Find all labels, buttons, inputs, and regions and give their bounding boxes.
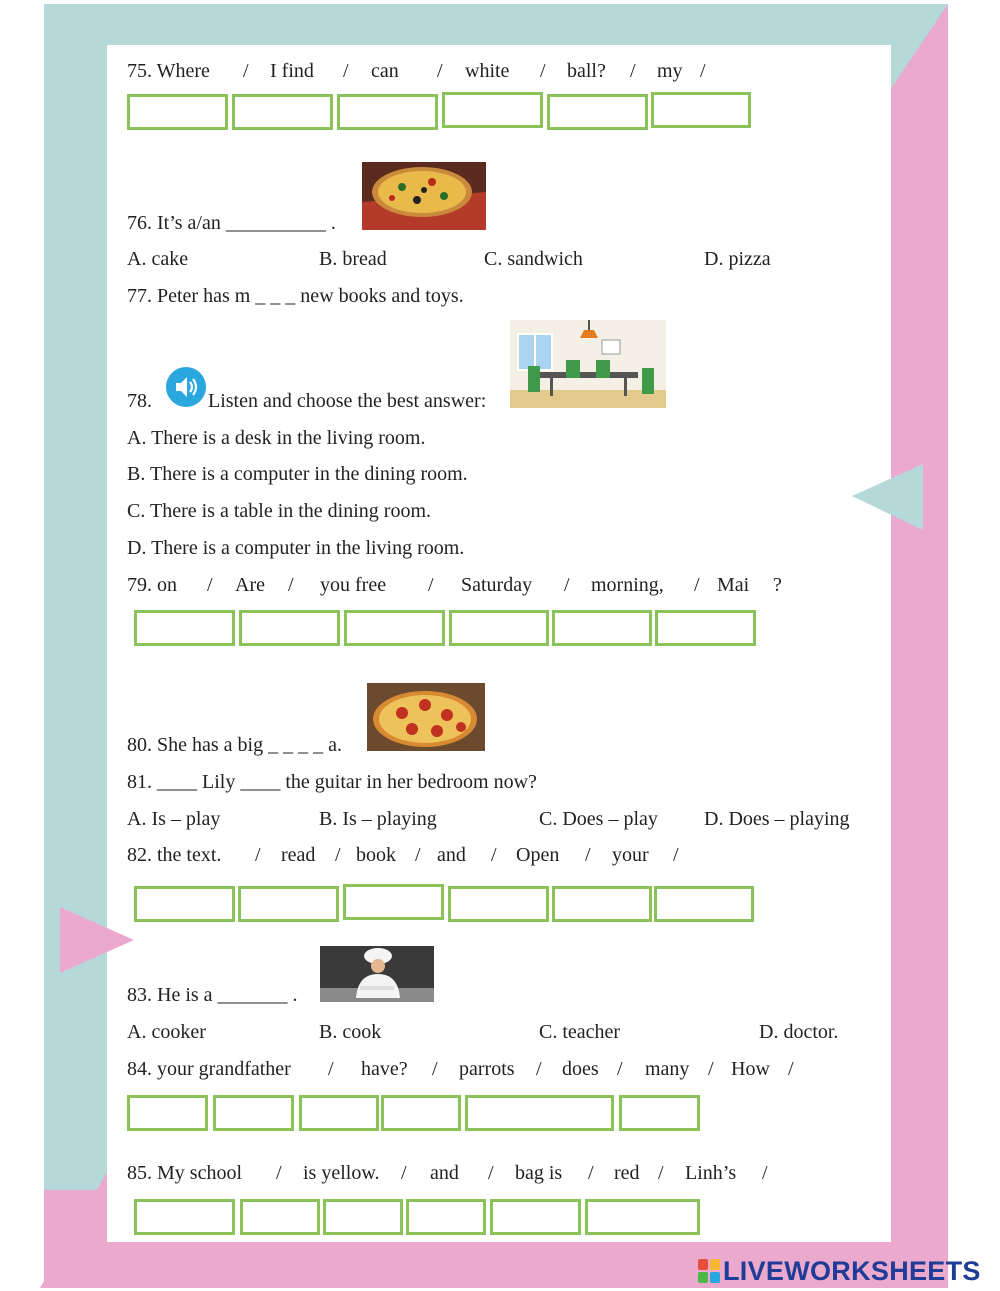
q85-word: and xyxy=(430,1162,459,1184)
q79-word: Mai xyxy=(717,574,750,596)
q84-word: many xyxy=(645,1058,690,1080)
q85-word: Linh’s xyxy=(685,1162,737,1184)
answer-box-85-2[interactable] xyxy=(240,1199,320,1235)
q75-word: / xyxy=(540,60,546,82)
q76-option-d[interactable]: D. pizza xyxy=(704,248,771,270)
q82-word: / xyxy=(335,844,341,866)
answer-box-85-1[interactable] xyxy=(134,1199,235,1235)
answer-box-75-4[interactable] xyxy=(442,92,543,128)
answer-box-84-4[interactable] xyxy=(381,1095,461,1131)
q84-word: have? xyxy=(361,1058,408,1080)
q75-word: / xyxy=(700,60,706,82)
q85-word: 85. My school xyxy=(127,1162,242,1184)
q82-word: and xyxy=(437,844,466,866)
q75-word: white xyxy=(465,60,510,82)
answer-box-75-3[interactable] xyxy=(337,94,438,130)
q83-option-c[interactable]: C. teacher xyxy=(539,1021,621,1043)
q84-word: / xyxy=(708,1058,714,1080)
q79-word: Are xyxy=(235,574,265,596)
q81-option-c[interactable]: C. Does – play xyxy=(539,808,658,830)
q84-word: / xyxy=(617,1058,623,1080)
logo-text: LIVEWORKSHEETS xyxy=(723,1256,981,1286)
answer-box-82-1[interactable] xyxy=(134,886,235,922)
q78-text: Listen and choose the best answer: xyxy=(208,390,487,412)
q81-option-a[interactable]: A. Is – play xyxy=(127,808,221,830)
q75-word: 75. Where xyxy=(127,60,210,82)
answer-box-79-1[interactable] xyxy=(134,610,235,646)
q84-word: parrots xyxy=(459,1058,515,1080)
q84-word: does xyxy=(562,1058,599,1080)
q79-word: / xyxy=(207,574,213,596)
answer-box-85-4[interactable] xyxy=(406,1199,486,1235)
q79-word: Saturday xyxy=(461,574,533,596)
q84-word: How xyxy=(731,1058,770,1080)
q79-word: / xyxy=(694,574,700,596)
q75-word: I find xyxy=(270,60,314,82)
q85-word: / xyxy=(488,1162,494,1184)
answer-box-82-6[interactable] xyxy=(654,886,754,922)
chef-image xyxy=(320,946,434,1002)
q84-word: / xyxy=(788,1058,794,1080)
q82-word: / xyxy=(415,844,421,866)
q82-word: / xyxy=(255,844,261,866)
liveworksheets-logo[interactable] xyxy=(698,1256,981,1287)
answer-box-75-5[interactable] xyxy=(547,94,648,130)
q75-word: ball? xyxy=(567,60,606,82)
answer-box-84-1[interactable] xyxy=(127,1095,208,1131)
q78-option-d[interactable]: D. There is a computer in the living room. xyxy=(127,537,465,559)
q85-word: bag is xyxy=(515,1162,563,1184)
answer-box-79-2[interactable] xyxy=(239,610,340,646)
q75-word: / xyxy=(437,60,443,82)
answer-box-82-4[interactable] xyxy=(448,886,549,922)
q79-word: you free xyxy=(320,574,387,596)
q81-option-d[interactable]: D. Does – playing xyxy=(704,808,850,830)
answer-box-84-6[interactable] xyxy=(619,1095,700,1131)
answer-box-84-2[interactable] xyxy=(213,1095,294,1131)
q82-word: book xyxy=(356,844,396,866)
q79-word: / xyxy=(428,574,434,596)
q80-text: 80. She has a big _ _ _ _ a. xyxy=(127,734,342,756)
q75-word: / xyxy=(343,60,349,82)
answer-box-84-5[interactable] xyxy=(465,1095,614,1131)
q82-word: / xyxy=(673,844,679,866)
q82-word: read xyxy=(281,844,316,866)
q81-text: 81. ____ Lily ____ the guitar in her bedroom now? xyxy=(127,771,537,793)
answer-box-75-1[interactable] xyxy=(127,94,228,130)
q85-word: / xyxy=(588,1162,594,1184)
q82-word: Open xyxy=(516,844,560,866)
q84-word: / xyxy=(536,1058,542,1080)
q81-option-b[interactable]: B. Is – playing xyxy=(319,808,437,830)
q75-word: / xyxy=(630,60,636,82)
q75-word: my xyxy=(657,60,683,82)
q84-word: / xyxy=(328,1058,334,1080)
q79-word: ? xyxy=(773,574,782,596)
answer-box-79-4[interactable] xyxy=(449,610,549,646)
answer-box-79-3[interactable] xyxy=(344,610,445,646)
q79-word: 79. on xyxy=(127,574,177,596)
answer-box-85-6[interactable] xyxy=(585,1199,700,1235)
q85-word: / xyxy=(401,1162,407,1184)
q85-word: / xyxy=(762,1162,768,1184)
pizza-box-image xyxy=(362,162,486,230)
q85-word: / xyxy=(276,1162,282,1184)
speaker-icon[interactable] xyxy=(166,367,206,407)
q78-option-c[interactable]: C. There is a table in the dining room. xyxy=(127,500,432,522)
dining-room-image xyxy=(510,320,666,408)
q85-word: / xyxy=(658,1162,664,1184)
q79-word: / xyxy=(288,574,294,596)
liveworksheets-logo-icon xyxy=(698,1259,720,1283)
q82-word: 82. the text. xyxy=(127,844,222,866)
q77-text: 77. Peter has m _ _ _ new books and toys. xyxy=(127,285,464,307)
q78-option-b[interactable]: B. There is a computer in the dining room. xyxy=(127,463,468,485)
answer-box-82-3[interactable] xyxy=(343,884,444,920)
pepperoni-pizza-image xyxy=(367,683,485,751)
q76-option-c[interactable]: C. sandwich xyxy=(484,248,583,270)
q82-word: / xyxy=(491,844,497,866)
q76-option-a[interactable]: A. cake xyxy=(127,248,189,270)
q85-word: is yellow. xyxy=(303,1162,380,1184)
q78-option-a[interactable]: A. There is a desk in the living room. xyxy=(127,427,426,449)
answer-box-82-2[interactable] xyxy=(238,886,339,922)
q79-word: / xyxy=(564,574,570,596)
q75-word: / xyxy=(243,60,249,82)
answer-box-75-6[interactable] xyxy=(651,92,751,128)
q76-text: 76. It’s a/an __________ . xyxy=(127,212,336,234)
q75-word: can xyxy=(371,60,399,82)
answer-box-82-5[interactable] xyxy=(552,886,652,922)
answer-box-79-5[interactable] xyxy=(552,610,652,646)
answer-box-84-3[interactable] xyxy=(299,1095,379,1131)
q84-word: 84. your grandfather xyxy=(127,1058,291,1080)
q83-option-b[interactable]: B. cook xyxy=(319,1021,382,1043)
answer-box-75-2[interactable] xyxy=(232,94,333,130)
answer-box-79-6[interactable] xyxy=(655,610,756,646)
q79-word: morning, xyxy=(591,574,664,596)
q83-text: 83. He is a _______ . xyxy=(127,984,298,1006)
q76-option-b[interactable]: B. bread xyxy=(319,248,387,270)
answer-box-85-5[interactable] xyxy=(490,1199,581,1235)
q84-word: / xyxy=(432,1058,438,1080)
q82-word: / xyxy=(585,844,591,866)
q78-number: 78. xyxy=(127,390,152,412)
answer-box-85-3[interactable] xyxy=(323,1199,403,1235)
q83-option-d[interactable]: D. doctor. xyxy=(759,1021,839,1043)
q85-word: red xyxy=(614,1162,640,1184)
q83-option-a[interactable]: A. cooker xyxy=(127,1021,206,1043)
q82-word: your xyxy=(612,844,649,866)
